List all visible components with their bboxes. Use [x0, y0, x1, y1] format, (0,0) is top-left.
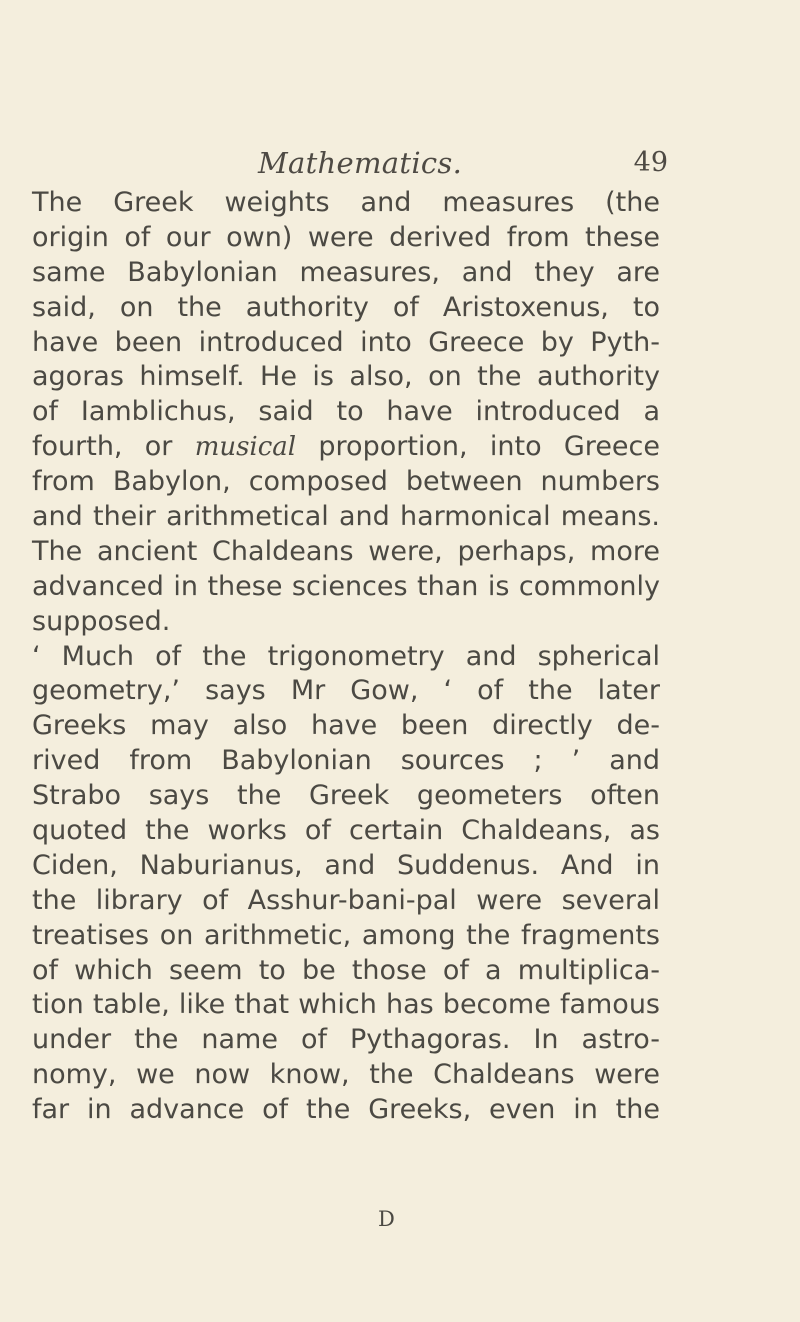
text-line: The ancient Chaldeans were, perhaps, more: [32, 535, 660, 567]
text-line: of Iamblichus, said to have introduced a: [32, 396, 660, 428]
text-line: from Babylon, composed between numbers: [32, 466, 660, 498]
text-line: The Greek weights and measures (the: [32, 187, 660, 218]
text-line: agoras himself. He is also, on the authority: [32, 361, 660, 393]
page-number: 49: [633, 147, 668, 178]
text-line: Greeks may also have been directly de-: [32, 710, 660, 742]
text-line: have been introduced into Greece by Pyth-: [32, 326, 660, 358]
text-line: same Babylonian measures, and they are: [32, 256, 660, 288]
text-fragment: fourth, or: [32, 431, 173, 463]
text-line: origin of our own) were derived from these: [32, 221, 660, 253]
text-line: nomy, we now know, the Chaldeans were: [32, 1059, 660, 1091]
body-text: [32, 186, 660, 1128]
text-line: under the name of Pythagoras. In astro-: [32, 1024, 660, 1056]
text-line: quoted the works of certain Chaldeans, as: [32, 815, 660, 847]
text-line: far in advance of the Greeks, even in the: [32, 1094, 660, 1126]
text-line: ‘ Much of the trigonometry and spherical: [32, 640, 660, 672]
italic-word: musical: [194, 432, 297, 463]
signature-mark: D: [378, 1207, 395, 1231]
text-line: advanced in these sciences than is commonly: [32, 570, 660, 602]
running-title: Mathematics.: [258, 146, 463, 180]
text-line: Strabo says the Greek geometers often: [32, 780, 660, 812]
text-line: Ciden, Naburianus, and Suddenus. And in: [32, 849, 660, 881]
text-line: supposed.: [32, 605, 171, 637]
text-line: said, on the authority of Aristoxenus, to: [32, 291, 660, 323]
text-line: geometry,’ says Mr Gow, ‘ of the later: [32, 675, 660, 707]
text-line: and their arithmetical and harmonical means.: [32, 501, 660, 533]
text-line: tion table, like that which has become famous: [32, 989, 660, 1021]
text-line: treatises on arithmetic, among the fragments: [32, 919, 660, 951]
text-line: the library of Asshur-bani-pal were several: [32, 884, 660, 916]
text-line: [32, 430, 660, 465]
text-line: rived from Babylonian sources ; ’ and: [32, 745, 660, 777]
text-fragment: proportion, into Greece: [318, 431, 660, 463]
text-line: of which seem to be those of a multiplica-: [32, 954, 660, 986]
